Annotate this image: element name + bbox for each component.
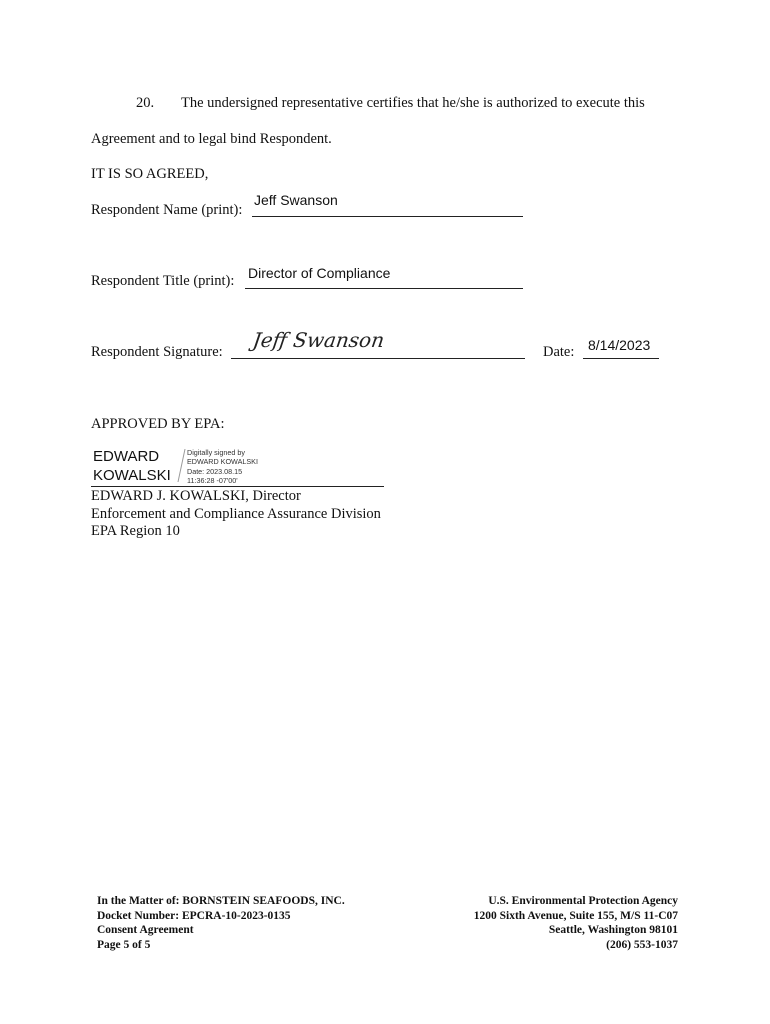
footer-doc-type: Consent Agreement (97, 924, 194, 936)
footer-page-number: Page 5 of 5 (97, 938, 151, 951)
date-label: Date: (543, 344, 575, 360)
respondent-signature-image: Jeff Swanson (251, 328, 386, 352)
epa-region: EPA Region 10 (91, 523, 180, 539)
footer-address: 1200 Sixth Avenue, Suite 155, M/S 11-C07 (473, 909, 678, 922)
paragraph-text-line2: Agreement and to legal bind Respondent. (91, 131, 332, 147)
footer-agency: U.S. Environmental Protection Agency (488, 895, 678, 907)
respondent-name-line (252, 216, 523, 217)
footer-left (97, 894, 345, 952)
digital-signature-line2: EDWARD KOWALSKI (187, 457, 258, 466)
epa-division: Enforcement and Compliance Assurance Division (91, 506, 381, 522)
respondent-title-line (245, 288, 523, 289)
approved-heading: APPROVED BY EPA: (91, 416, 225, 432)
footer-matter: In the Matter of: BORNSTEIN SEAFOODS, INC. (97, 895, 345, 907)
respondent-name-label: Respondent Name (print): (91, 202, 243, 218)
respondent-signature-line (231, 358, 525, 359)
respondent-title-value: Director of Compliance (248, 265, 391, 281)
epa-signature-name-line2: KOWALSKI (93, 467, 171, 484)
footer-phone: (206) 553-1037 (606, 938, 678, 951)
epa-signature-name-line1: EDWARD (93, 448, 160, 465)
respondent-signature-label: Respondent Signature: (91, 344, 223, 360)
footer-docket: Docket Number: EPCRA-10-2023-0135 (97, 909, 291, 922)
footer-city: Seattle, Washington 98101 (548, 924, 678, 936)
digital-signature-line1: Digitally signed by (187, 448, 245, 457)
digital-signature-divider (177, 449, 185, 482)
digital-signature-line3: Date: 2023.08.15 (187, 467, 243, 476)
footer-right (474, 894, 678, 952)
paragraph-number: 20. (136, 95, 155, 111)
agreed-statement: IT IS SO AGREED, (91, 166, 209, 182)
date-line (583, 358, 659, 359)
digital-signature-line4: 11:36:28 -07'00' (187, 476, 238, 485)
epa-signer-name: EDWARD J. KOWALSKI, Director (91, 488, 301, 504)
respondent-title-label: Respondent Title (print): (91, 273, 235, 289)
epa-signature-line (91, 486, 384, 487)
paragraph-text-line1: The undersigned representative certifies that he/she is authorized to execute this (181, 95, 645, 111)
respondent-name-value: Jeff Swanson (254, 192, 338, 208)
date-value: 8/14/2023 (588, 337, 651, 353)
